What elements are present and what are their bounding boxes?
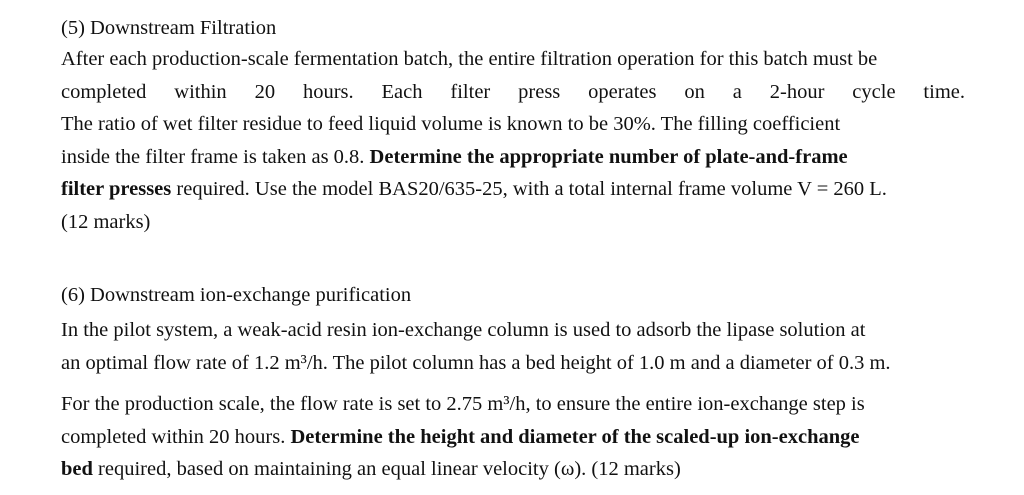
question-6-task-emphasis-cont: bed [61,458,93,480]
question-6-heading: (6) Downstream ion-exchange purification [61,284,412,306]
question-5-line-4-text: inside the filter frame is taken as 0.8. [61,145,370,168]
question-6-line-5-text: required, based on maintaining an equal linear velocity (ω). (12 marks) [92,458,681,480]
question-5-marks: (12 marks) [61,210,151,233]
question-5-line-3: The ratio of wet filter residue to feed liquid volume is known to be 30%. The filling coefficient [61,113,841,135]
question-5-heading: (5) Downstream Filtration [61,17,277,39]
question-6-body [61,314,965,486]
question-6-line-4-text: completed within 20 hours. [61,425,291,448]
question-6-line-3: For the production scale, the flow rate is set to 2.75 m³/h, to ensure the entire ion-exchange step is [61,393,865,415]
question-5-line-5-text: required. Use the model BAS20/635-25, with a total internal frame volume V = 260 L. [171,178,887,200]
question-5-line-5 [61,173,965,206]
question-6 [61,280,965,486]
question-6-line-1: In the pilot system, a weak-acid resin ion-exchange column is used to adsorb the lipase solution at [61,319,866,341]
question-5-body [61,43,965,238]
question-5-line-2: completed within 20 hours. Each filter press operates on a 2-hour cycle time. [61,80,965,103]
question-6-line-2: an optimal flow rate of 1.2 m³/h. The pilot column has a bed height of 1.0 m and a diameter of 0.3 m. [61,351,891,374]
question-6-line-5 [61,453,965,486]
question-5-line-1: After each production-scale fermentation batch, the entire filtration operation for this batch must be [61,48,878,70]
question-5-task-emphasis: Determine the appropriate number of plate-and-frame [369,145,848,168]
question-6-line-4 [61,421,965,454]
question-5-task-emphasis-cont: filter presses [61,178,172,200]
question-5-line-4 [61,141,965,174]
question-6-task-emphasis: Determine the height and diameter of the scaled-up ion-exchange [290,425,860,448]
question-5 [61,13,965,238]
